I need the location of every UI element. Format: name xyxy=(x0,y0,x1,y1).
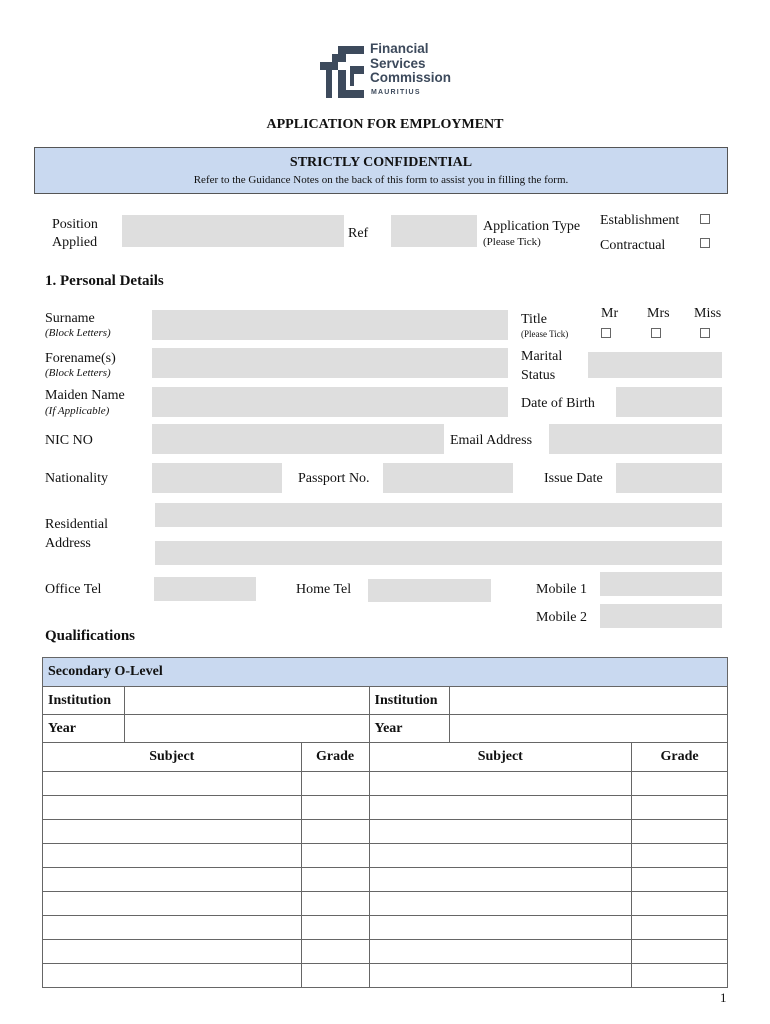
subject-cell[interactable] xyxy=(369,772,632,796)
mobile2-field[interactable] xyxy=(600,604,722,628)
status-label: Status xyxy=(521,368,556,383)
ref-label: Ref xyxy=(348,226,369,241)
grade-cell[interactable] xyxy=(301,892,369,916)
office-tel-field[interactable] xyxy=(154,577,256,601)
establishment-label: Establishment xyxy=(600,213,680,228)
banner-note: Refer to the Guidance Notes on the back of this form to assist you in filling the form. xyxy=(193,174,569,186)
title-note: (Please Tick) xyxy=(521,329,569,339)
subject-cell[interactable] xyxy=(43,796,302,820)
subject-header-right: Subject xyxy=(369,743,632,772)
grade-cell[interactable] xyxy=(632,916,728,940)
grade-header-right: Grade xyxy=(632,743,728,772)
residential-address-line2[interactable] xyxy=(155,541,722,565)
applied-label: Applied xyxy=(52,235,98,250)
grade-cell[interactable] xyxy=(301,820,369,844)
address-label: Address xyxy=(45,536,91,551)
page-number: 1 xyxy=(720,990,727,1005)
mobile2-label: Mobile 2 xyxy=(536,610,587,625)
table-row xyxy=(43,964,728,988)
maiden-name-label: Maiden Name xyxy=(45,388,125,403)
subject-cell[interactable] xyxy=(369,844,632,868)
grade-cell[interactable] xyxy=(301,796,369,820)
application-type-label: Application Type xyxy=(483,219,581,234)
nic-field[interactable] xyxy=(152,424,444,454)
mrs-label: Mrs xyxy=(647,306,670,321)
banner-heading: STRICTLY CONFIDENTIAL xyxy=(289,155,473,170)
mr-checkbox[interactable] xyxy=(601,328,611,338)
email-label: Email Address xyxy=(450,433,533,448)
table-row xyxy=(43,940,728,964)
surname-note: (Block Letters) xyxy=(45,327,111,339)
o-level-table xyxy=(42,657,728,988)
subject-cell[interactable] xyxy=(43,868,302,892)
institution-label-left: Institution xyxy=(43,687,125,715)
nationality-field[interactable] xyxy=(152,463,282,493)
residential-label: Residential xyxy=(45,517,108,532)
logo-country: MAURITIUS xyxy=(371,89,421,96)
institution-cell-right[interactable] xyxy=(450,687,728,715)
date-of-birth-label: Date of Birth xyxy=(521,396,595,411)
subject-cell[interactable] xyxy=(43,964,302,988)
grade-cell[interactable] xyxy=(632,796,728,820)
nationality-label: Nationality xyxy=(45,471,108,486)
subject-cell[interactable] xyxy=(43,892,302,916)
subject-cell[interactable] xyxy=(369,868,632,892)
logo-wordmark: Financial Services Commission xyxy=(370,41,452,85)
year-label-right: Year xyxy=(369,715,450,743)
position-label: Position xyxy=(52,217,98,232)
grade-cell[interactable] xyxy=(301,964,369,988)
home-tel-field[interactable] xyxy=(368,579,491,602)
subject-cell[interactable] xyxy=(369,940,632,964)
table-row xyxy=(43,796,728,820)
establishment-checkbox[interactable] xyxy=(700,214,710,224)
grade-cell[interactable] xyxy=(632,940,728,964)
grade-cell[interactable] xyxy=(301,916,369,940)
subject-cell[interactable] xyxy=(43,916,302,940)
maiden-name-field[interactable] xyxy=(152,387,508,417)
maiden-name-note: (If Applicable) xyxy=(45,405,110,417)
subject-cell[interactable] xyxy=(369,820,632,844)
grade-cell[interactable] xyxy=(301,844,369,868)
contractual-label: Contractual xyxy=(600,238,666,253)
nic-label: NIC NO xyxy=(45,433,93,448)
institution-cell-left[interactable] xyxy=(124,687,369,715)
issue-date-field[interactable] xyxy=(616,463,722,493)
grade-cell[interactable] xyxy=(301,940,369,964)
subject-header-left: Subject xyxy=(43,743,302,772)
o-level-title: Secondary O-Level xyxy=(43,658,728,687)
surname-label: Surname xyxy=(45,311,95,326)
grade-cell[interactable] xyxy=(632,772,728,796)
fsc-logo-mark xyxy=(318,42,366,100)
subject-cell[interactable] xyxy=(43,844,302,868)
subject-cell[interactable] xyxy=(43,940,302,964)
mrs-checkbox[interactable] xyxy=(651,328,661,338)
subject-cell[interactable] xyxy=(43,820,302,844)
surname-field[interactable] xyxy=(152,310,508,340)
table-row xyxy=(43,868,728,892)
confidential-banner xyxy=(34,147,728,194)
year-cell-left[interactable] xyxy=(124,715,369,743)
forename-label: Forename(s) xyxy=(45,351,116,366)
contractual-checkbox[interactable] xyxy=(700,238,710,248)
subject-cell[interactable] xyxy=(369,964,632,988)
grade-cell[interactable] xyxy=(632,820,728,844)
email-field[interactable] xyxy=(549,424,722,454)
grade-cell[interactable] xyxy=(632,892,728,916)
marital-status-field[interactable] xyxy=(588,352,722,378)
home-tel-label: Home Tel xyxy=(296,582,352,597)
year-label-left: Year xyxy=(43,715,125,743)
grade-header-left: Grade xyxy=(301,743,369,772)
table-row xyxy=(43,916,728,940)
year-cell-right[interactable] xyxy=(450,715,728,743)
institution-label-right: Institution xyxy=(369,687,450,715)
mobile1-field[interactable] xyxy=(600,572,722,596)
forename-field[interactable] xyxy=(152,348,508,378)
forename-note: (Block Letters) xyxy=(45,367,111,379)
table-row xyxy=(43,772,728,796)
date-of-birth-field[interactable] xyxy=(616,387,722,417)
grade-cell[interactable] xyxy=(301,772,369,796)
qualifications-heading: Qualifications xyxy=(45,628,136,644)
mobile1-label: Mobile 1 xyxy=(536,582,587,597)
ref-field[interactable] xyxy=(391,215,477,247)
grade-cell[interactable] xyxy=(632,868,728,892)
issue-date-label: Issue Date xyxy=(544,471,603,486)
subject-cell[interactable] xyxy=(369,916,632,940)
personal-details-heading: 1. Personal Details xyxy=(45,273,164,289)
table-row xyxy=(43,892,728,916)
title-label: Title xyxy=(521,312,547,327)
passport-label: Passport No. xyxy=(298,471,370,486)
mr-label: Mr xyxy=(601,306,619,321)
page-title: APPLICATION FOR EMPLOYMENT xyxy=(266,117,504,132)
miss-checkbox[interactable] xyxy=(700,328,710,338)
table-row xyxy=(43,820,728,844)
passport-field[interactable] xyxy=(383,463,513,493)
position-applied-field[interactable] xyxy=(122,215,344,247)
application-type-note: (Please Tick) xyxy=(483,236,541,248)
grade-cell[interactable] xyxy=(301,868,369,892)
miss-label: Miss xyxy=(694,306,722,321)
marital-label: Marital xyxy=(521,349,563,364)
subject-cell[interactable] xyxy=(43,772,302,796)
subject-cell[interactable] xyxy=(369,892,632,916)
table-row xyxy=(43,844,728,868)
grade-cell[interactable] xyxy=(632,964,728,988)
office-tel-label: Office Tel xyxy=(45,582,102,597)
residential-address-line1[interactable] xyxy=(155,503,722,527)
grade-cell[interactable] xyxy=(632,844,728,868)
subject-cell[interactable] xyxy=(369,796,632,820)
